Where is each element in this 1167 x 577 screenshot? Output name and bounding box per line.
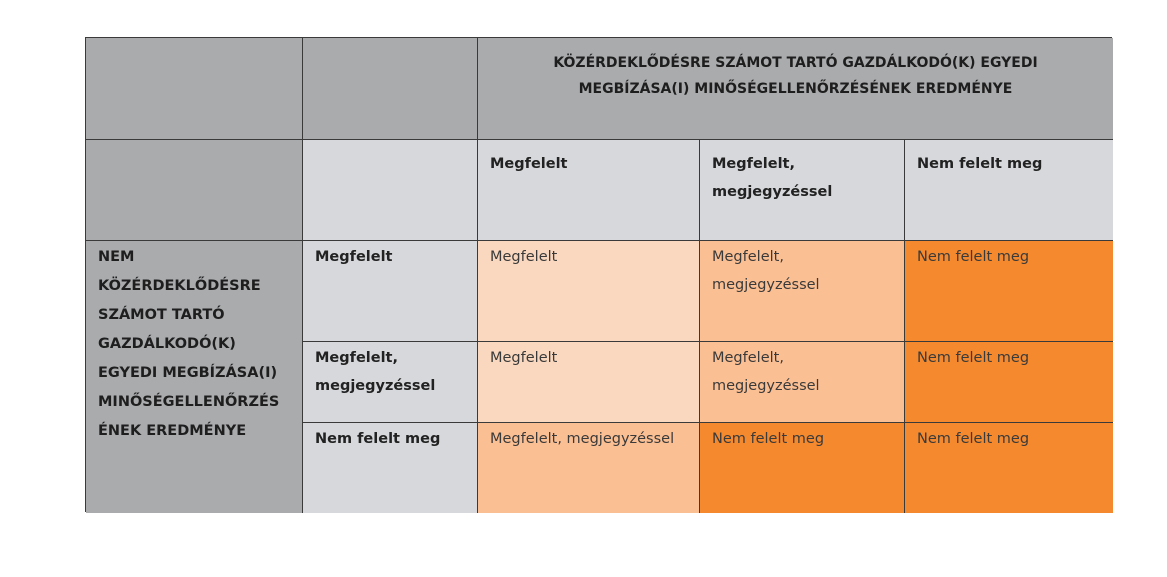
result-cell: Nem felelt meg xyxy=(905,423,1113,513)
result-cell: Megfelelt, megjegyzéssel xyxy=(700,241,905,342)
blank-header-cell xyxy=(303,140,478,241)
result-cell: Megfelelt xyxy=(478,342,700,423)
result-cell: Nem felelt meg xyxy=(700,423,905,513)
quality-result-matrix xyxy=(85,37,1112,512)
result-cell: Megfelelt xyxy=(478,241,700,342)
row-header: Megfelelt xyxy=(303,241,478,342)
corner-cell xyxy=(303,38,478,140)
column-header: Megfelelt, megjegyzéssel xyxy=(700,140,905,241)
row-group-header: NEM KÖZÉRDEKLŐDÉSRE SZÁMOT TARTÓ GAZDÁLKODÓ(K) EGYEDI MEGBÍZÁSA(I) MINŐSÉGELLENŐRZÉS ÉNEK EREDMÉNYE xyxy=(86,241,303,513)
row-header: Nem felelt meg xyxy=(303,423,478,513)
row-header: Megfelelt, megjegyzéssel xyxy=(303,342,478,423)
result-cell: Megfelelt, megjegyzéssel xyxy=(700,342,905,423)
result-cell: Nem felelt meg xyxy=(905,342,1113,423)
column-header: Megfelelt xyxy=(478,140,700,241)
corner-cell xyxy=(86,38,303,140)
result-cell: Megfelelt, megjegyzéssel xyxy=(478,423,700,513)
result-cell: Nem felelt meg xyxy=(905,241,1113,342)
blank-header-cell xyxy=(86,140,303,241)
column-header: Nem felelt meg xyxy=(905,140,1113,241)
column-group-header: KÖZÉRDEKLŐDÉSRE SZÁMOT TARTÓ GAZDÁLKODÓ(K) EGYEDI MEGBÍZÁSA(I) MINŐSÉGELLENŐRZÉSÉNEK EREDMÉNYE xyxy=(478,38,1113,140)
